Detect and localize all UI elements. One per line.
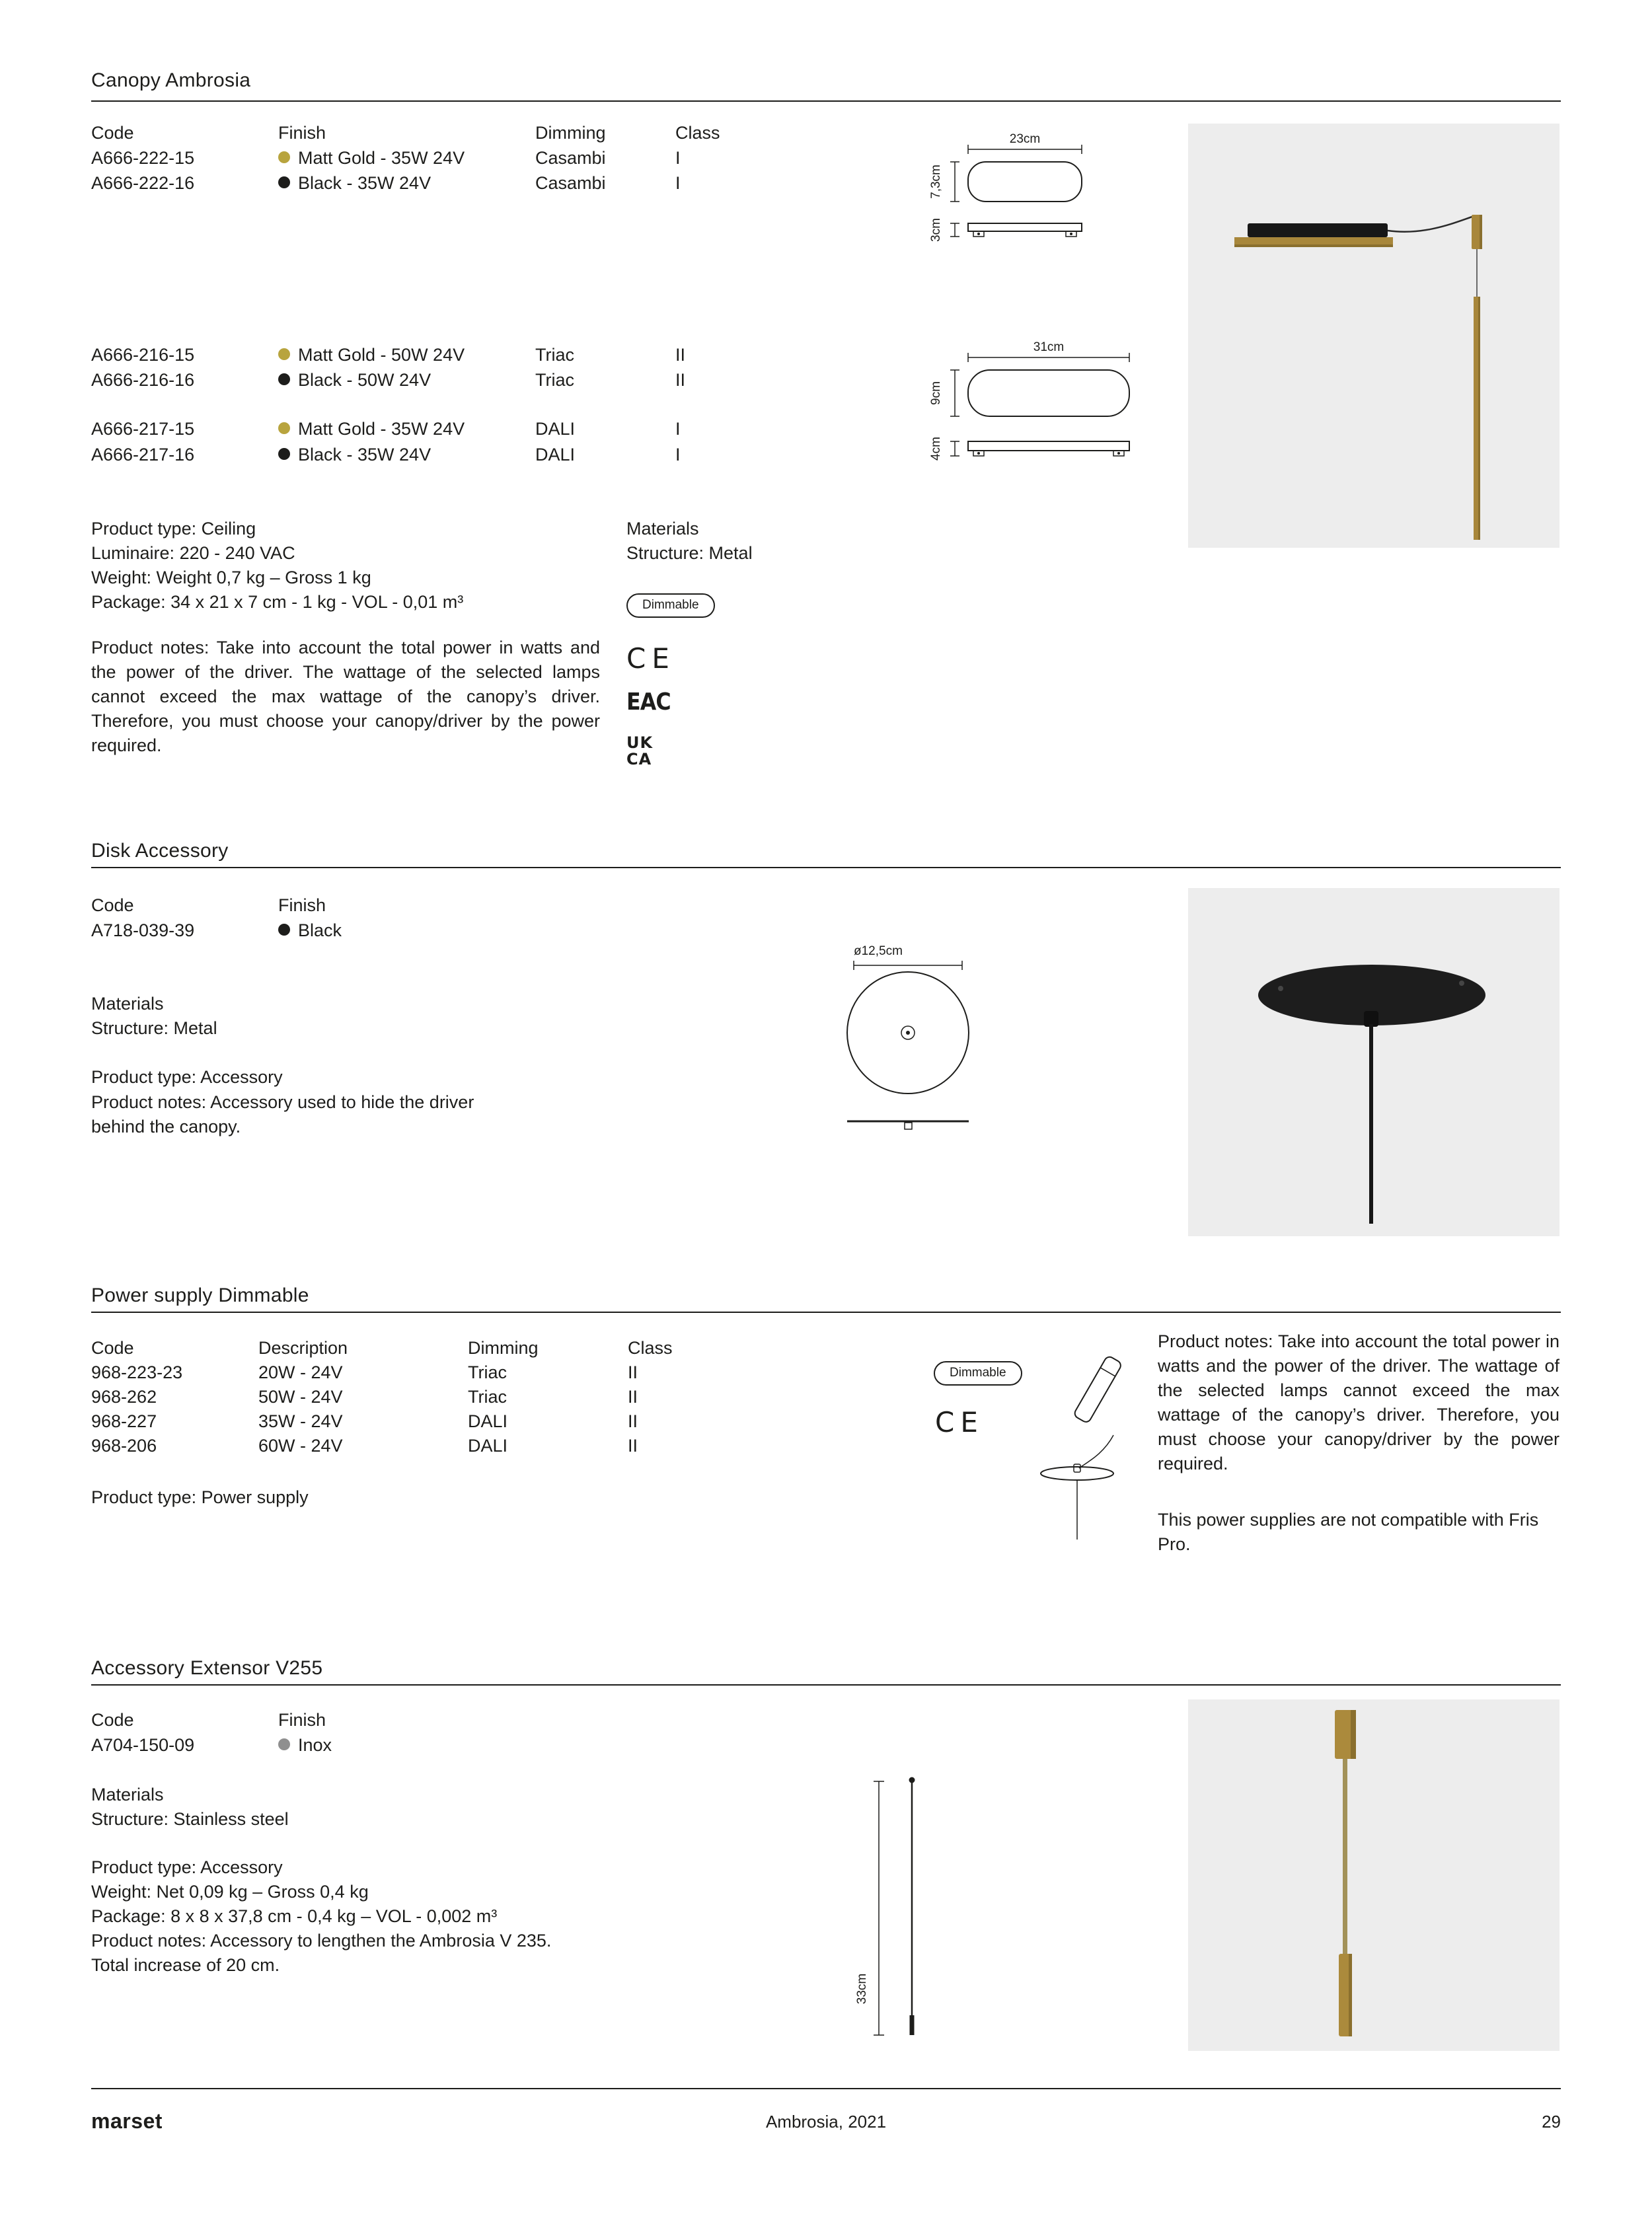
- structure-line: Structure: Metal: [91, 1018, 217, 1038]
- finish-color-dot: [278, 176, 290, 188]
- col-header-description: Description: [258, 1338, 348, 1358]
- cell-dimming: Casambi: [535, 173, 606, 193]
- cell-dimming: DALI: [468, 1436, 508, 1456]
- product-notes-line: Product notes: Accessory to lengthen the Ambrosia V 235.: [91, 1931, 552, 1951]
- cell-class: II: [628, 1411, 638, 1431]
- weight-line: Weight: Net 0,09 kg – Gross 0,4 kg: [91, 1882, 369, 1902]
- section-title-extensor: Accessory Extensor V255: [91, 1657, 323, 1679]
- dim-label-diameter: ø12,5cm: [854, 944, 903, 958]
- structure-line: Structure: Stainless steel: [91, 1809, 289, 1829]
- psu-compatibility-note: This power supplies are not compatible with Fris Pro.: [1158, 1510, 1539, 1554]
- cell-description: 50W - 24V: [258, 1387, 343, 1407]
- marset-logo: marset: [91, 2109, 163, 2133]
- materials-label: Materials: [91, 994, 164, 1014]
- cell-code: 968-206: [91, 1436, 157, 1456]
- psu-product-notes: Product notes: Take into account the total power in watts and the power of the driver. The wattage of the selected lamps cannot exceed the max wattage of the canopy’s driver. Therefore, you must choose your canopy/driver by the power required.: [1158, 1331, 1559, 1473]
- cell-dimming: Triac: [535, 345, 574, 365]
- col-header-class: Class: [675, 123, 720, 143]
- dim-label-9cm: 9cm: [929, 381, 943, 405]
- psu-ce-mark: CE: [935, 1406, 984, 1438]
- finish-color-dot: [278, 151, 290, 163]
- cell-finish: Black - 35W 24V: [278, 443, 431, 467]
- cell-code: A666-216-16: [91, 370, 195, 390]
- finish-color-dot: [278, 448, 290, 460]
- materials-label: Materials: [626, 519, 699, 539]
- cell-finish: Matt Gold - 50W 24V: [278, 343, 465, 367]
- dim-label-31cm: 31cm: [1033, 340, 1065, 354]
- cell-dimming: DALI: [535, 419, 576, 439]
- disk-product-photo: [1188, 888, 1559, 1236]
- ce-mark: CE: [626, 642, 675, 675]
- cell-dimming: DALI: [535, 445, 576, 465]
- dim-label-33cm: 33cm: [855, 1973, 869, 2005]
- psu-dimmable-badge: Dimmable: [934, 1361, 1022, 1386]
- product-type-line: Product type: Accessory: [91, 1857, 283, 1877]
- cell-finish: Black - 50W 24V: [278, 368, 431, 392]
- dim-label-7-3cm: 7,3cm: [929, 165, 943, 199]
- canopy-photo-render: [1188, 124, 1559, 548]
- dimmable-badge: Dimmable: [626, 593, 715, 618]
- cell-code: A666-216-15: [91, 345, 195, 365]
- cell-code: A666-222-15: [91, 148, 195, 168]
- cell-dimming: Triac: [535, 370, 574, 390]
- section-title-canopy: Canopy Ambrosia: [91, 69, 251, 91]
- cell-code: A704-150-09: [91, 1735, 195, 1755]
- cell-code: A666-217-16: [91, 445, 195, 465]
- cell-dimming: DALI: [468, 1411, 508, 1431]
- extensor-dimension-drawing: [846, 1771, 958, 2048]
- disk-dimension-drawing: [839, 942, 1064, 1140]
- psu-table: [91, 1336, 818, 1468]
- col-header-dimming: Dimming: [535, 123, 606, 143]
- extensor-table: [91, 1708, 686, 1767]
- cell-dimming: Triac: [468, 1362, 507, 1382]
- col-header-code: Code: [91, 1710, 134, 1730]
- cell-code: 968-262: [91, 1387, 157, 1407]
- product-type-line: Product type: Ceiling: [91, 519, 256, 539]
- dim-label-4cm: 4cm: [929, 437, 943, 461]
- canopy-table: [91, 121, 858, 481]
- dim-label-23cm: 23cm: [1009, 132, 1041, 146]
- cell-dimming: Triac: [468, 1387, 507, 1407]
- canopy-product-photo: [1188, 124, 1559, 548]
- cell-dimming: Casambi: [535, 148, 606, 168]
- cell-code: 968-223-23: [91, 1362, 183, 1382]
- cell-finish: Matt Gold - 35W 24V: [278, 417, 465, 441]
- weight-line: Weight: Weight 0,7 kg – Gross 1 kg: [91, 568, 371, 587]
- cell-class: I: [675, 419, 681, 439]
- section-rule: [91, 1312, 1561, 1313]
- canopy-dimension-drawing: [912, 126, 1222, 496]
- extensor-info-block: [91, 1855, 686, 1978]
- cell-class: II: [675, 345, 686, 365]
- cell-class: I: [675, 148, 681, 168]
- finish-color-dot: [278, 924, 290, 936]
- cell-code: A666-217-15: [91, 419, 195, 439]
- psu-dimension-drawing: [1021, 1341, 1160, 1546]
- psu-product-type: Product type: Power supply: [91, 1487, 309, 1507]
- section-rule: [91, 1684, 1561, 1686]
- col-header-finish: Finish: [278, 123, 326, 143]
- col-header-dimming: Dimming: [468, 1338, 539, 1358]
- cell-finish: Inox: [278, 1733, 332, 1758]
- section-rule: [91, 867, 1561, 868]
- cell-class: II: [628, 1436, 638, 1456]
- eac-mark: EAC: [626, 688, 671, 716]
- cell-class: I: [675, 173, 681, 193]
- cell-code: A666-222-16: [91, 173, 195, 193]
- section-title-psu: Power supply Dimmable: [91, 1284, 309, 1306]
- section-rule: [91, 100, 1561, 102]
- increase-line: Total increase of 20 cm.: [91, 1955, 280, 1975]
- cell-description: 20W - 24V: [258, 1362, 343, 1382]
- cell-finish: Black - 35W 24V: [278, 171, 431, 196]
- extensor-materials-block: [91, 1783, 289, 1832]
- cell-class: II: [628, 1362, 638, 1382]
- canopy-materials-block: [626, 517, 753, 566]
- col-header-finish: Finish: [278, 895, 326, 915]
- cell-finish: Black: [278, 918, 342, 943]
- col-header-class: Class: [628, 1338, 673, 1358]
- cell-description: 60W - 24V: [258, 1436, 343, 1456]
- structure-line: Structure: Metal: [626, 543, 753, 563]
- footer-rule: [91, 2088, 1561, 2089]
- cell-class: II: [628, 1387, 638, 1407]
- extensor-product-photo: [1188, 1699, 1559, 2051]
- package-line: Package: 8 x 8 x 37,8 cm - 0,4 kg – VOL - 0,002 m³: [91, 1906, 498, 1926]
- col-header-code: Code: [91, 123, 134, 143]
- section-title-disk: Disk Accessory: [91, 840, 229, 862]
- disk-photo-render: [1188, 888, 1559, 1236]
- cell-description: 35W - 24V: [258, 1411, 343, 1431]
- luminaire-line: Luminaire: 220 - 240 VAC: [91, 543, 295, 563]
- col-header-code: Code: [91, 895, 134, 915]
- package-line: Package: 34 x 21 x 7 cm - 1 kg - VOL - 0,01 m³: [91, 592, 464, 612]
- disk-table: [91, 893, 686, 953]
- disk-product-notes: Product notes: Accessory used to hide the driver behind the canopy.: [91, 1092, 474, 1136]
- finish-color-dot: [278, 422, 290, 434]
- finish-color-dot: [278, 373, 290, 385]
- canopy-product-notes: Product notes: Take into account the total power in watts and the power of the driver. The wattage of the selected lamps cannot exceed the max wattage of the canopy’s driver. Therefore, you must choose your canopy/driver by the power required.: [91, 638, 600, 755]
- cell-class: I: [675, 445, 681, 465]
- finish-color-dot: [278, 348, 290, 360]
- footer-page-number: 29: [1542, 2112, 1561, 2132]
- col-header-finish: Finish: [278, 1710, 326, 1730]
- dim-label-3cm: 3cm: [929, 218, 943, 242]
- materials-label: Materials: [91, 1785, 164, 1804]
- ukca-mark: UK CA: [626, 733, 654, 768]
- disk-materials-block: [91, 992, 217, 1041]
- cell-code: 968-227: [91, 1411, 157, 1431]
- canopy-info-block: [91, 517, 463, 614]
- disk-product-type: Product type: Accessory: [91, 1067, 283, 1087]
- footer-center-text: Ambrosia, 2021: [765, 2112, 887, 2132]
- col-header-code: Code: [91, 1338, 134, 1358]
- extensor-photo-render: [1188, 1699, 1559, 2051]
- cell-class: II: [675, 370, 686, 390]
- cell-code: A718-039-39: [91, 920, 195, 940]
- finish-color-dot: [278, 1738, 290, 1750]
- cell-finish: Matt Gold - 35W 24V: [278, 146, 465, 170]
